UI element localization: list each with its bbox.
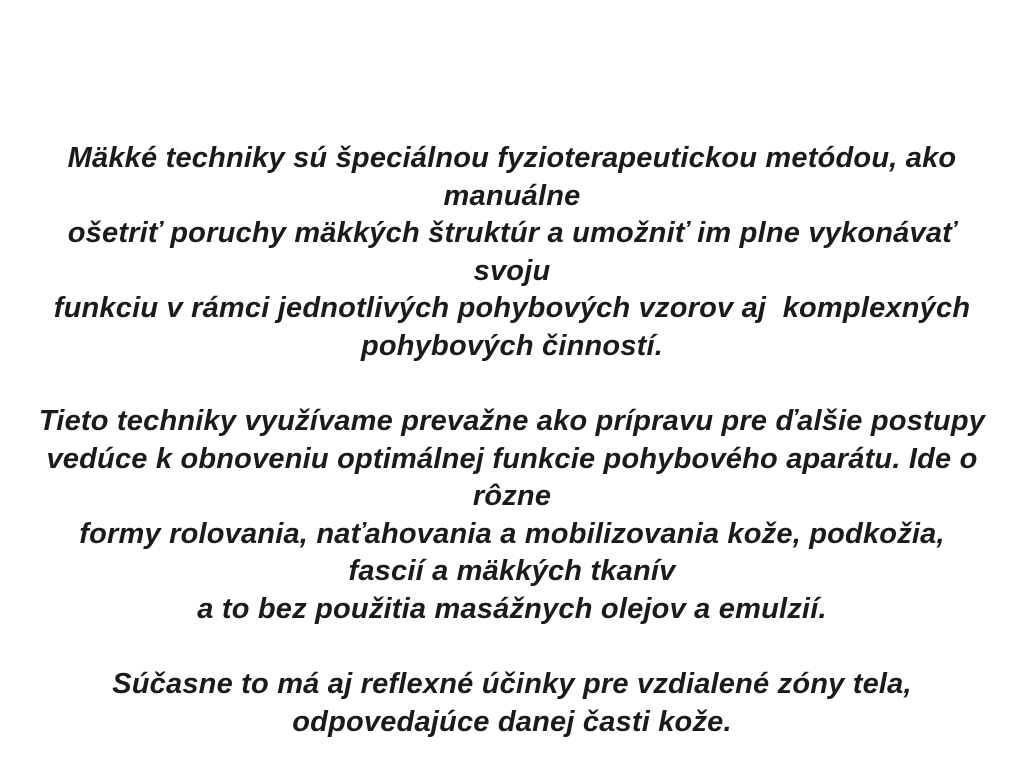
text-line: vedúce k obnoveniu optimálnej funkcie pohybového aparátu. Ide o rôzne — [46, 442, 986, 512]
text-line: ošetriť poruchy mäkkých štruktúr a umožniť im plne vykonávať svoju — [67, 217, 965, 287]
text-line: Súčasne to má aj reflexné účinky pre vzdialené zóny tela, — [112, 668, 912, 700]
paragraph-reflex-effects — [32, 666, 992, 741]
paragraph-techniques-usage — [32, 403, 992, 628]
paragraph-soft-techniques-intro — [32, 140, 992, 365]
body-text — [32, 140, 992, 741]
text-line: a to bez použitia masážnych olejov a emulzií. — [197, 592, 827, 625]
text-line: odpovedajúce danej časti kože. — [292, 705, 732, 738]
text-line: funkciu v rámci jednotlivých pohybových vzorov aj komplexných — [53, 292, 971, 324]
text-line: formy rolovania, naťahovania a mobilizovania kože, podkožia, — [79, 517, 945, 550]
text-line: fascií a mäkkých tkanív — [348, 555, 676, 587]
text-line: pohybových činností. — [360, 329, 664, 362]
text-line: Mäkké techniky sú špeciálnou fyzioterapeutickou metódou, ako manuálne — [67, 142, 965, 212]
text-line: Tieto techniky využívame prevažne ako prípravu pre ďalšie postupy — [38, 405, 986, 437]
